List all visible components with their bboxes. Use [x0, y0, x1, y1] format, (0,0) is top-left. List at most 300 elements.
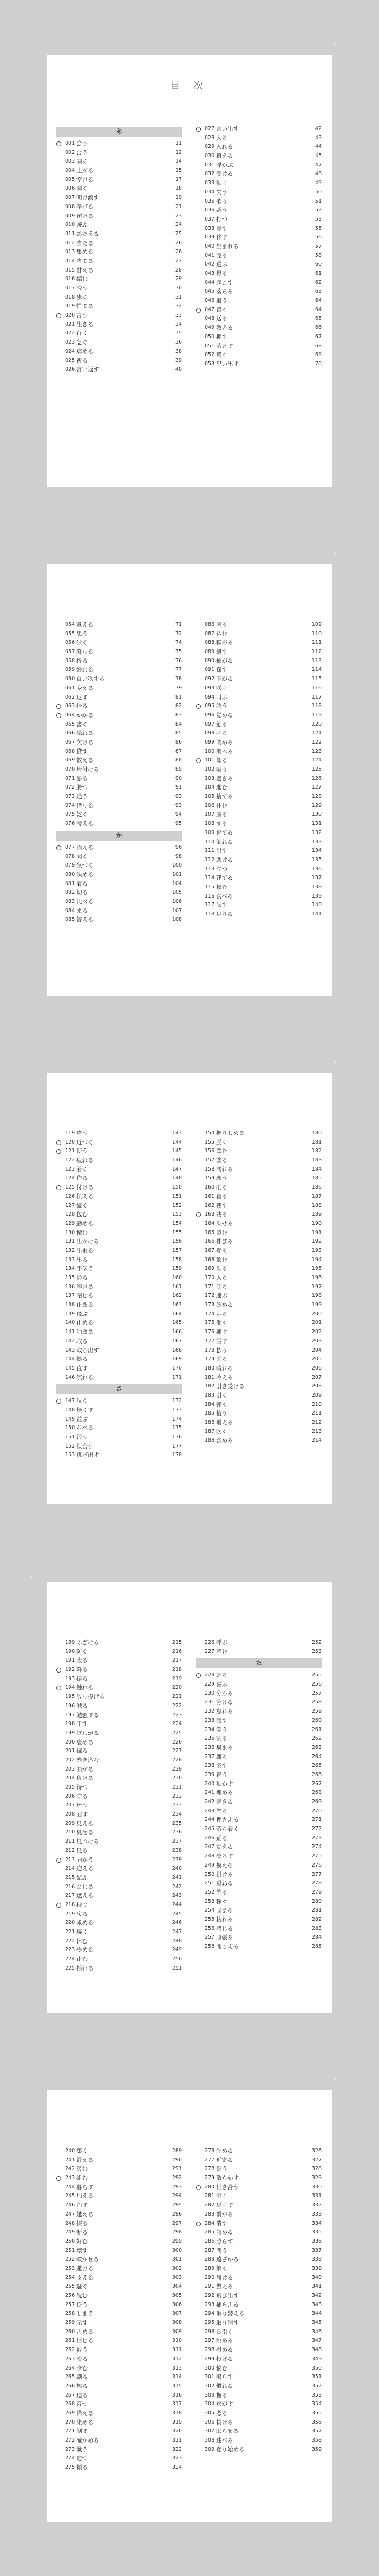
toc-entry[interactable] — [56, 810, 182, 819]
toc-entry[interactable] — [196, 2328, 322, 2337]
toc-entry[interactable] — [56, 907, 182, 916]
toc-entry[interactable] — [196, 2246, 322, 2256]
toc-entry[interactable] — [196, 1716, 322, 1726]
toc-entry[interactable] — [56, 1219, 182, 1229]
toc-entry[interactable] — [196, 675, 322, 684]
toc-entry[interactable] — [56, 783, 182, 792]
toc-entry[interactable] — [56, 1292, 182, 1301]
toc-entry[interactable] — [56, 338, 182, 347]
toc-entry[interactable] — [56, 1964, 182, 1973]
toc-entry[interactable] — [56, 756, 182, 765]
toc-entry[interactable] — [196, 1147, 322, 1156]
toc-entry[interactable] — [56, 1883, 182, 1892]
toc-entry[interactable] — [196, 2156, 322, 2165]
toc-entry[interactable] — [196, 1671, 322, 1680]
toc-entry[interactable] — [196, 1906, 322, 1915]
toc-entry[interactable] — [196, 1202, 322, 1211]
toc-entry[interactable] — [56, 898, 182, 907]
toc-entry[interactable] — [56, 2174, 182, 2183]
toc-entry[interactable] — [196, 1400, 322, 1410]
toc-entry[interactable] — [56, 1801, 182, 1810]
toc-entry[interactable] — [196, 2147, 322, 2156]
toc-entry[interactable] — [196, 1789, 322, 1798]
toc-entry[interactable] — [196, 2219, 322, 2229]
toc-entry[interactable] — [196, 1129, 322, 1138]
toc-entry[interactable] — [56, 1683, 182, 1693]
toc-entry[interactable] — [56, 329, 182, 338]
toc-entry[interactable] — [196, 360, 322, 369]
toc-entry[interactable] — [56, 149, 182, 158]
toc-entry[interactable] — [56, 1955, 182, 1964]
toc-entry[interactable] — [56, 2355, 182, 2364]
toc-entry[interactable] — [196, 1337, 322, 1346]
toc-entry[interactable] — [56, 1301, 182, 1310]
toc-entry[interactable] — [196, 638, 322, 648]
toc-entry[interactable] — [196, 306, 322, 315]
toc-entry[interactable] — [56, 1711, 182, 1720]
toc-entry[interactable] — [56, 2201, 182, 2210]
toc-entry[interactable] — [196, 910, 322, 919]
toc-entry[interactable] — [56, 638, 182, 648]
toc-entry[interactable] — [56, 675, 182, 684]
toc-entry[interactable] — [56, 861, 182, 870]
toc-entry[interactable] — [56, 365, 182, 375]
toc-entry[interactable] — [196, 1744, 322, 1753]
toc-entry[interactable] — [196, 1852, 322, 1861]
toc-entry[interactable] — [56, 915, 182, 925]
toc-entry[interactable] — [56, 702, 182, 711]
toc-entry[interactable] — [56, 720, 182, 729]
toc-entry[interactable] — [196, 810, 322, 819]
toc-entry[interactable] — [56, 2445, 182, 2455]
toc-entry[interactable] — [56, 166, 182, 176]
toc-entry[interactable] — [56, 2391, 182, 2400]
toc-entry[interactable] — [56, 293, 182, 302]
toc-entry[interactable] — [56, 1424, 182, 1433]
toc-entry[interactable] — [196, 2346, 322, 2355]
toc-entry[interactable] — [56, 1147, 182, 1156]
toc-entry[interactable] — [56, 275, 182, 284]
toc-entry[interactable] — [56, 176, 182, 185]
toc-entry[interactable] — [196, 2319, 322, 2328]
toc-entry[interactable] — [196, 756, 322, 765]
toc-entry[interactable] — [196, 1219, 322, 1229]
toc-entry[interactable] — [56, 2255, 182, 2264]
toc-entry[interactable] — [56, 1283, 182, 1292]
toc-entry[interactable] — [56, 1910, 182, 1919]
toc-entry[interactable] — [56, 1373, 182, 1383]
toc-entry[interactable] — [196, 1761, 322, 1771]
toc-entry[interactable] — [196, 2382, 322, 2391]
toc-entry[interactable] — [196, 865, 322, 874]
toc-entry[interactable] — [196, 2427, 322, 2436]
toc-entry[interactable] — [196, 2309, 322, 2319]
toc-entry[interactable] — [196, 1409, 322, 1418]
toc-entry[interactable] — [196, 1373, 322, 1383]
toc-entry[interactable] — [56, 284, 182, 293]
toc-entry[interactable] — [56, 2346, 182, 2355]
toc-entry[interactable] — [196, 1256, 322, 1265]
toc-entry[interactable] — [56, 2364, 182, 2373]
toc-entry[interactable] — [56, 1210, 182, 1219]
toc-entry[interactable] — [196, 206, 322, 215]
toc-entry[interactable] — [56, 1237, 182, 1247]
toc-entry[interactable] — [196, 2391, 322, 2400]
toc-entry[interactable] — [56, 320, 182, 330]
toc-entry[interactable] — [56, 684, 182, 693]
toc-entry[interactable] — [56, 1738, 182, 1747]
toc-entry[interactable] — [196, 215, 322, 224]
toc-entry[interactable] — [196, 296, 322, 306]
toc-entry[interactable] — [196, 1888, 322, 1897]
toc-entry[interactable] — [196, 1816, 322, 1825]
toc-entry[interactable] — [56, 2237, 182, 2246]
toc-entry[interactable] — [56, 1675, 182, 1684]
toc-entry[interactable] — [196, 1247, 322, 1256]
toc-entry[interactable] — [196, 1328, 322, 1337]
toc-entry[interactable] — [196, 2210, 322, 2219]
toc-entry[interactable] — [196, 2400, 322, 2409]
toc-entry[interactable] — [56, 248, 182, 257]
toc-entry[interactable] — [196, 351, 322, 360]
toc-entry[interactable] — [56, 2246, 182, 2256]
toc-entry[interactable] — [56, 2463, 182, 2472]
toc-entry[interactable] — [196, 2255, 322, 2264]
toc-entry[interactable] — [56, 2156, 182, 2165]
toc-entry[interactable] — [56, 1638, 182, 1648]
toc-entry[interactable] — [196, 720, 322, 729]
toc-entry[interactable] — [196, 2301, 322, 2310]
toc-entry[interactable] — [56, 239, 182, 248]
toc-entry[interactable] — [56, 1256, 182, 1265]
toc-entry[interactable] — [56, 1856, 182, 1865]
toc-entry[interactable] — [56, 1828, 182, 1837]
toc-entry[interactable] — [196, 738, 322, 747]
toc-entry[interactable] — [196, 2373, 322, 2382]
toc-entry[interactable] — [196, 2364, 322, 2373]
toc-entry[interactable] — [56, 1165, 182, 1174]
toc-entry[interactable] — [196, 314, 322, 324]
toc-entry[interactable] — [196, 1346, 322, 1355]
toc-entry[interactable] — [196, 2201, 322, 2210]
toc-entry[interactable] — [196, 224, 322, 234]
toc-entry[interactable] — [56, 212, 182, 221]
toc-entry[interactable] — [56, 1264, 182, 1274]
toc-entry[interactable] — [56, 184, 182, 193]
toc-entry[interactable] — [196, 1780, 322, 1789]
toc-entry[interactable] — [196, 1183, 322, 1192]
toc-entry[interactable] — [56, 1364, 182, 1373]
toc-entry[interactable] — [196, 1698, 322, 1707]
toc-entry[interactable] — [196, 2174, 322, 2183]
toc-entry[interactable] — [196, 1870, 322, 1880]
toc-entry[interactable] — [196, 2291, 322, 2301]
toc-entry[interactable] — [196, 1283, 322, 1292]
toc-entry[interactable] — [196, 856, 322, 865]
toc-entry[interactable] — [56, 2373, 182, 2382]
toc-entry[interactable] — [56, 1937, 182, 1946]
toc-entry[interactable] — [196, 1138, 322, 1147]
toc-entry[interactable] — [56, 2291, 182, 2301]
toc-entry[interactable] — [56, 257, 182, 266]
toc-entry[interactable] — [56, 2183, 182, 2192]
toc-entry[interactable] — [196, 747, 322, 757]
toc-entry[interactable] — [196, 1933, 322, 1942]
toc-entry[interactable] — [196, 1707, 322, 1716]
toc-entry[interactable] — [56, 870, 182, 880]
toc-entry[interactable] — [196, 1861, 322, 1870]
toc-entry[interactable] — [56, 1819, 182, 1829]
toc-entry[interactable] — [56, 657, 182, 666]
toc-entry[interactable] — [56, 1229, 182, 1238]
toc-entry[interactable] — [196, 1771, 322, 1780]
toc-entry[interactable] — [56, 1174, 182, 1183]
toc-entry[interactable] — [56, 1328, 182, 1337]
toc-entry[interactable] — [196, 2355, 322, 2364]
toc-entry[interactable] — [56, 230, 182, 239]
toc-entry[interactable] — [56, 1202, 182, 1211]
toc-entry[interactable] — [196, 170, 322, 179]
toc-entry[interactable] — [196, 1897, 322, 1907]
toc-entry[interactable] — [196, 1274, 322, 1283]
toc-entry[interactable] — [56, 1406, 182, 1415]
toc-entry[interactable] — [196, 774, 322, 784]
toc-entry[interactable] — [56, 2319, 182, 2328]
toc-entry[interactable] — [56, 738, 182, 747]
toc-entry[interactable] — [56, 266, 182, 275]
toc-entry[interactable] — [196, 1648, 322, 1657]
toc-entry[interactable] — [56, 193, 182, 203]
toc-entry[interactable] — [196, 657, 322, 666]
toc-entry[interactable] — [196, 883, 322, 892]
toc-entry[interactable] — [56, 1874, 182, 1883]
toc-entry[interactable] — [56, 693, 182, 702]
toc-entry[interactable] — [56, 1397, 182, 1406]
toc-entry[interactable] — [56, 1310, 182, 1319]
toc-entry[interactable] — [56, 648, 182, 657]
toc-entry[interactable] — [196, 134, 322, 143]
toc-entry[interactable] — [196, 161, 322, 170]
toc-entry[interactable] — [196, 2237, 322, 2246]
toc-entry[interactable] — [56, 729, 182, 738]
toc-entry[interactable] — [56, 1138, 182, 1147]
toc-entry[interactable] — [196, 2192, 322, 2201]
toc-entry[interactable] — [56, 2427, 182, 2436]
toc-entry[interactable] — [56, 747, 182, 757]
toc-entry[interactable] — [56, 2301, 182, 2310]
toc-entry[interactable] — [56, 302, 182, 311]
toc-entry[interactable] — [196, 1355, 322, 1364]
toc-entry[interactable] — [56, 2382, 182, 2391]
toc-entry[interactable] — [196, 819, 322, 829]
toc-entry[interactable] — [56, 2228, 182, 2237]
toc-entry[interactable] — [196, 765, 322, 774]
toc-entry[interactable] — [56, 2454, 182, 2463]
toc-entry[interactable] — [56, 1129, 182, 1138]
toc-entry[interactable] — [56, 1183, 182, 1192]
toc-entry[interactable] — [196, 2282, 322, 2291]
toc-entry[interactable] — [196, 1680, 322, 1689]
toc-entry[interactable] — [196, 125, 322, 134]
toc-entry[interactable] — [196, 1382, 322, 1391]
toc-entry[interactable] — [56, 1415, 182, 1424]
toc-entry[interactable] — [196, 1879, 322, 1888]
toc-entry[interactable] — [196, 802, 322, 811]
toc-entry[interactable] — [56, 1693, 182, 1702]
toc-entry[interactable] — [196, 792, 322, 802]
toc-entry[interactable] — [56, 1337, 182, 1346]
toc-entry[interactable] — [196, 1310, 322, 1319]
toc-entry[interactable] — [196, 260, 322, 269]
toc-entry[interactable] — [56, 1774, 182, 1783]
toc-entry[interactable] — [196, 1192, 322, 1202]
toc-entry[interactable] — [56, 1355, 182, 1364]
toc-entry[interactable] — [196, 269, 322, 279]
toc-entry[interactable] — [196, 1638, 322, 1648]
toc-entry[interactable] — [56, 1837, 182, 1847]
toc-entry[interactable] — [196, 1264, 322, 1274]
toc-entry[interactable] — [196, 1165, 322, 1174]
toc-entry[interactable] — [196, 684, 322, 693]
toc-entry[interactable] — [196, 874, 322, 883]
toc-entry[interactable] — [56, 2418, 182, 2427]
toc-entry[interactable] — [196, 2418, 322, 2427]
toc-entry[interactable] — [56, 357, 182, 366]
toc-entry[interactable] — [196, 2274, 322, 2283]
toc-entry[interactable] — [56, 347, 182, 357]
toc-entry[interactable] — [196, 333, 322, 342]
toc-entry[interactable] — [196, 1843, 322, 1852]
toc-entry[interactable] — [56, 1756, 182, 1765]
toc-entry[interactable] — [196, 1726, 322, 1735]
toc-entry[interactable] — [196, 901, 322, 910]
toc-entry[interactable] — [56, 1901, 182, 1910]
toc-entry[interactable] — [56, 666, 182, 675]
toc-entry[interactable] — [56, 203, 182, 212]
toc-entry[interactable] — [196, 2228, 322, 2237]
toc-entry[interactable] — [196, 279, 322, 288]
toc-entry[interactable] — [56, 2409, 182, 2418]
toc-entry[interactable] — [196, 1798, 322, 1807]
toc-entry[interactable] — [196, 1428, 322, 1437]
toc-entry[interactable] — [196, 1292, 322, 1301]
toc-entry[interactable] — [196, 1237, 322, 1247]
toc-entry[interactable] — [56, 221, 182, 230]
toc-entry[interactable] — [56, 2219, 182, 2229]
toc-entry[interactable] — [196, 1319, 322, 1328]
toc-entry[interactable] — [196, 892, 322, 901]
toc-entry[interactable] — [56, 1702, 182, 1711]
toc-entry[interactable] — [56, 853, 182, 862]
toc-entry[interactable] — [196, 1834, 322, 1843]
toc-entry[interactable] — [196, 666, 322, 675]
toc-entry[interactable] — [56, 1720, 182, 1729]
toc-entry[interactable] — [56, 1864, 182, 1874]
toc-entry[interactable] — [196, 251, 322, 261]
toc-entry[interactable] — [56, 157, 182, 166]
toc-entry[interactable] — [196, 847, 322, 856]
toc-entry[interactable] — [56, 1451, 182, 1460]
toc-entry[interactable] — [196, 1689, 322, 1699]
toc-entry[interactable] — [196, 1174, 322, 1183]
toc-entry[interactable] — [196, 1925, 322, 1934]
toc-entry[interactable] — [56, 2165, 182, 2174]
toc-entry[interactable] — [56, 1247, 182, 1256]
toc-entry[interactable] — [196, 630, 322, 639]
toc-entry[interactable] — [56, 2264, 182, 2274]
toc-entry[interactable] — [196, 179, 322, 188]
toc-entry[interactable] — [56, 630, 182, 639]
toc-entry[interactable] — [56, 792, 182, 802]
toc-entry[interactable] — [56, 1729, 182, 1738]
toc-entry[interactable] — [56, 1192, 182, 1202]
toc-entry[interactable] — [196, 838, 322, 847]
toc-entry[interactable] — [196, 783, 322, 792]
toc-entry[interactable] — [56, 1747, 182, 1756]
toc-entry[interactable] — [56, 1274, 182, 1283]
toc-entry[interactable] — [196, 1210, 322, 1219]
toc-entry[interactable] — [56, 2210, 182, 2219]
toc-entry[interactable] — [196, 242, 322, 251]
toc-entry[interactable] — [56, 1319, 182, 1328]
toc-entry[interactable] — [56, 2400, 182, 2409]
toc-entry[interactable] — [196, 287, 322, 296]
toc-entry[interactable] — [196, 621, 322, 630]
toc-entry[interactable] — [56, 1648, 182, 1657]
toc-entry[interactable] — [56, 2309, 182, 2319]
toc-entry[interactable] — [56, 1346, 182, 1355]
toc-entry[interactable] — [196, 152, 322, 161]
toc-entry[interactable] — [56, 1765, 182, 1774]
toc-entry[interactable] — [56, 2336, 182, 2346]
toc-entry[interactable] — [196, 648, 322, 657]
toc-entry[interactable] — [56, 888, 182, 898]
toc-entry[interactable] — [56, 765, 182, 774]
toc-entry[interactable] — [56, 880, 182, 889]
toc-entry[interactable] — [56, 2282, 182, 2291]
toc-entry[interactable] — [196, 693, 322, 702]
toc-entry[interactable] — [196, 2165, 322, 2174]
toc-entry[interactable] — [196, 2183, 322, 2192]
toc-entry[interactable] — [56, 1442, 182, 1451]
toc-entry[interactable] — [56, 774, 182, 784]
toc-entry[interactable] — [196, 2264, 322, 2274]
toc-entry[interactable] — [196, 2409, 322, 2418]
toc-entry[interactable] — [196, 1825, 322, 1834]
toc-entry[interactable] — [56, 1810, 182, 1819]
toc-entry[interactable] — [56, 139, 182, 149]
toc-entry[interactable] — [196, 324, 322, 333]
toc-entry[interactable] — [56, 1891, 182, 1901]
toc-entry[interactable] — [196, 2336, 322, 2346]
toc-entry[interactable] — [56, 1847, 182, 1856]
toc-entry[interactable] — [56, 2436, 182, 2445]
toc-entry[interactable] — [196, 729, 322, 738]
toc-entry[interactable] — [196, 1734, 322, 1744]
toc-entry[interactable] — [196, 1301, 322, 1310]
toc-entry[interactable] — [196, 1156, 322, 1165]
toc-entry[interactable] — [56, 843, 182, 853]
toc-entry[interactable] — [56, 1946, 182, 1955]
toc-entry[interactable] — [196, 188, 322, 197]
toc-entry[interactable] — [196, 1807, 322, 1816]
toc-entry[interactable] — [56, 1156, 182, 1165]
toc-entry[interactable] — [56, 802, 182, 811]
toc-entry[interactable] — [196, 1915, 322, 1925]
toc-entry[interactable] — [196, 143, 322, 152]
toc-entry[interactable] — [196, 1753, 322, 1762]
toc-entry[interactable] — [196, 197, 322, 206]
